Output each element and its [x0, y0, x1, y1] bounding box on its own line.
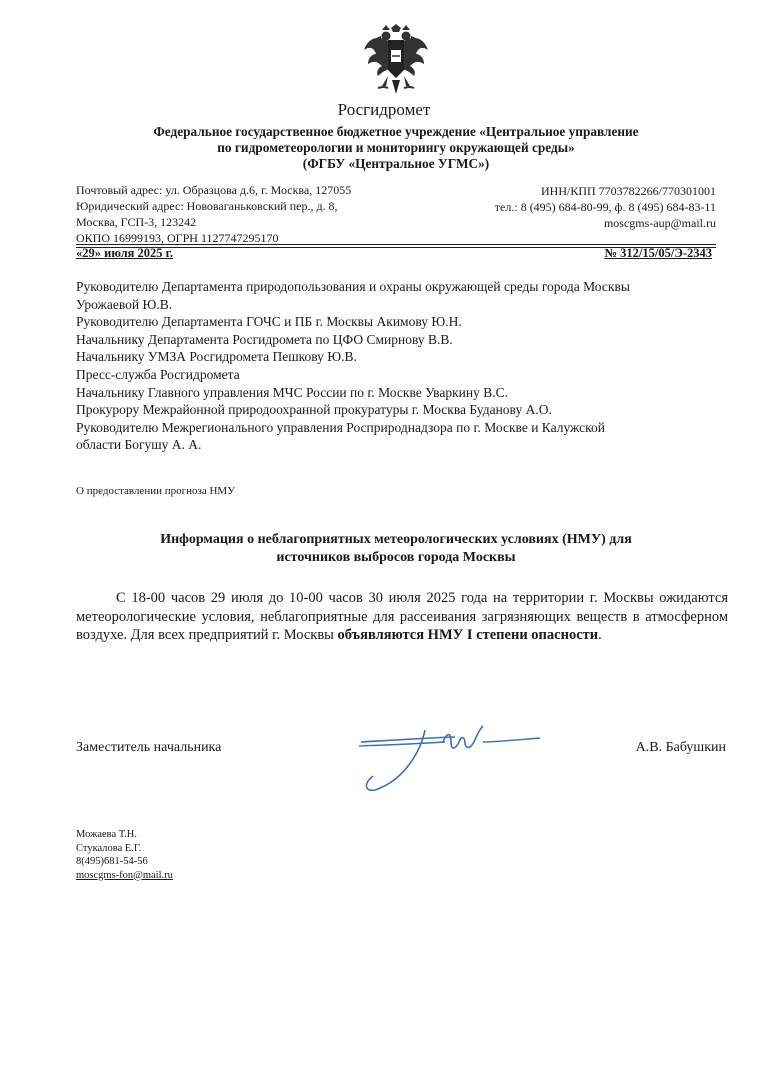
letter-subject: О предоставлении прогноза НМУ [76, 485, 236, 497]
address-line: ОКПО 16999193, ОГРН 1127747295170 [76, 231, 279, 245]
recipient-line: Пресс-служба Росгидромета [76, 366, 240, 382]
heading-line: Информация о неблагоприятных метеорологических условиях (НМУ) для [160, 532, 632, 547]
recipient-line: области Богушу А. А. [76, 437, 202, 453]
letter-date: «29» июля 2025 г. [76, 246, 173, 260]
recipient-line: Руководителю Межрегионального управления Росприроднадзора по г. Москве и Калужской [76, 419, 605, 435]
inn-kpp: ИНН/КПП 7703782266/770301001 [540, 184, 716, 198]
body-text-main: С 18-00 часов 29 июля до 10-00 часов 30 июля 2025 года на территории г. Москвы ожидаются метеорологические условия, неблагоприятные для рассеивания загрязняющих веществ в атмосферном воздухе. Для всех предприятий г. Москвы [76, 590, 728, 643]
executor-email-link[interactable]: moscgms-fon@mail.ru [76, 869, 173, 881]
org-full-name [90, 124, 702, 172]
letter-number: № 312/15/05/Э-2343 [604, 246, 712, 260]
executor-phone: 8(495)681-54-56 [76, 856, 148, 867]
recipient-line: Начальнику УМЗА Росгидромета Пешкову Ю.В. [76, 349, 357, 365]
recipient-line: Руководителю Департамента природопользования и охраны окружающей среды города Москвы [76, 279, 630, 294]
address-line: Почтовый адрес: ул. Образцова д.6, г. Москва, 127055 [76, 183, 352, 197]
org-short-name: Росгидромет [337, 100, 431, 119]
header-divider [76, 244, 716, 245]
recipient-line: Начальнику Главного управления МЧС России по г. Москве Уваркину В.С. [76, 384, 508, 400]
contacts-block [495, 182, 716, 231]
address-block [76, 182, 351, 246]
org-full-line: (ФГБУ «Центральное УГМС») [302, 156, 490, 171]
document-heading [90, 531, 702, 567]
address-line: Москва, ГСП-3, 123242 [76, 215, 197, 229]
body-text-end: . [598, 627, 602, 643]
signatory-title: Заместитель начальника [76, 740, 222, 755]
phone-fax: тел.: 8 (495) 684-80-99, ф. 8 (495) 684-83-11 [494, 200, 716, 214]
double-headed-eagle-emblem-icon [364, 24, 428, 100]
heading-line: источников выбросов города Москвы [276, 550, 516, 565]
handwritten-signature [355, 720, 545, 800]
recipients-list [76, 278, 736, 454]
executor-line: Можаева Т.Н. [76, 829, 137, 840]
recipient-line: Прокурору Межрайонной природоохранной прокуратуры г. Москва Буданову А.О. [76, 402, 552, 418]
address-line: Юридический адрес: Нововаганьковский пер., д. 8, [76, 199, 338, 213]
executor-line: Стукалова Е.Г. [76, 842, 142, 854]
recipient-line: Урожаевой Ю.В. [76, 296, 173, 312]
executor-contacts [76, 828, 173, 882]
recipient-line: Начальнику Департамента Росгидромета по ЦФО Смирнову В.В. [76, 331, 453, 347]
org-email-link[interactable]: moscgms-aup@mail.ru [603, 216, 716, 230]
signatory-name: А.В. Бабушкин [635, 740, 726, 755]
recipient-line: Руководителю Департамента ГОЧС и ПБ г. Москвы Акимову Ю.Н. [76, 314, 462, 330]
org-full-line: по гидрометеорологии и мониторингу окружающей среды» [217, 140, 575, 155]
body-text-bold: объявляются НМУ I степени опасности [337, 627, 599, 643]
body-paragraph [76, 589, 728, 645]
org-full-line: Федеральное государственное бюджетное учреждение «Центральное управление [153, 124, 639, 139]
